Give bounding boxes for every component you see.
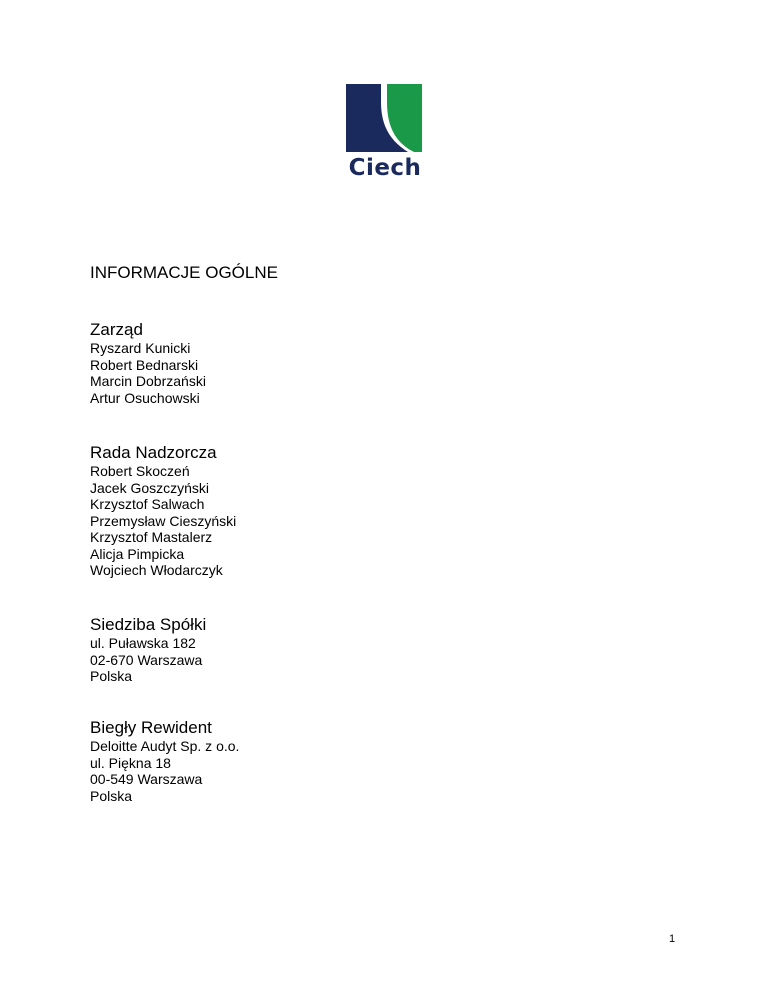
list-item: Marcin Dobrzański bbox=[90, 373, 206, 389]
section-biegly-rewident bbox=[90, 718, 239, 804]
list-item: Krzysztof Mastalerz bbox=[90, 529, 213, 545]
section-list bbox=[90, 463, 236, 579]
list-item: Krzysztof Salwach bbox=[90, 496, 205, 512]
list-item: ul. Puławska 182 bbox=[90, 635, 196, 651]
section-heading: Rada Nadzorcza bbox=[90, 443, 217, 462]
list-item: 02-670 Warszawa bbox=[90, 651, 203, 668]
list-item: 00-549 Warszawa bbox=[90, 771, 203, 787]
list-item: Wojciech Włodarczyk bbox=[90, 562, 223, 578]
section-list bbox=[90, 635, 206, 685]
document-title: INFORMACJE OGÓLNE bbox=[90, 263, 278, 282]
section-list bbox=[90, 738, 239, 804]
section-list bbox=[90, 340, 206, 406]
section-heading: Biegły Rewident bbox=[90, 718, 212, 737]
section-siedziba-spolki bbox=[90, 615, 206, 685]
list-item: Robert Bednarski bbox=[90, 356, 199, 373]
list-item: Deloitte Audyt Sp. z o.o. bbox=[90, 738, 240, 754]
ciech-logo-mark-icon bbox=[344, 82, 426, 154]
list-item: ul. Piękna 18 bbox=[90, 754, 171, 771]
list-item: Polska bbox=[90, 668, 133, 684]
ciech-logo bbox=[344, 82, 426, 182]
section-heading: Zarząd bbox=[90, 320, 143, 339]
list-item: Ryszard Kunicki bbox=[90, 340, 191, 356]
section-rada-nadzorcza bbox=[90, 443, 236, 579]
list-item: Robert Skoczeń bbox=[90, 463, 190, 479]
section-zarzad bbox=[90, 320, 206, 406]
page-number: 1 bbox=[669, 933, 676, 945]
list-item: Polska bbox=[90, 787, 133, 804]
list-item: Artur Osuchowski bbox=[90, 389, 200, 406]
list-item: Alicja Pimpicka bbox=[90, 545, 185, 562]
list-item: Jacek Goszczyński bbox=[90, 479, 210, 496]
list-item: Przemysław Cieszyński bbox=[90, 512, 237, 529]
logo-wordmark: Ciech bbox=[348, 155, 422, 181]
section-heading: Siedziba Spółki bbox=[90, 615, 207, 634]
